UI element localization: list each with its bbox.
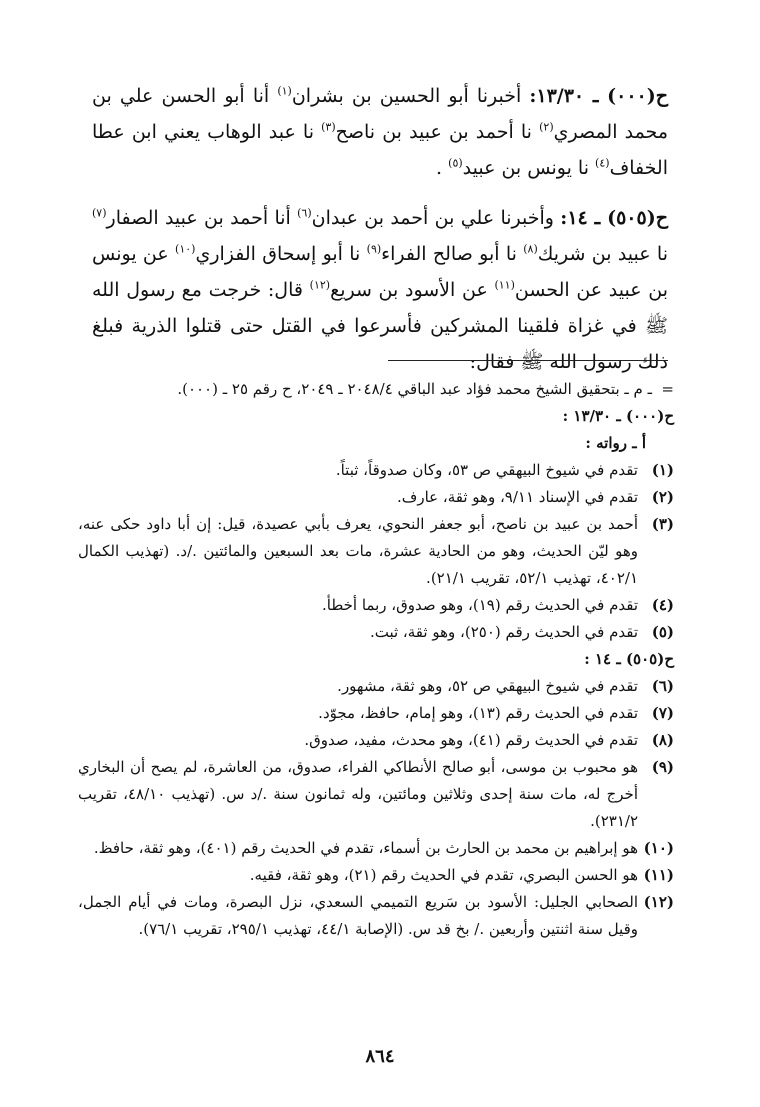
footnote-number: (٦)	[651, 677, 674, 695]
footnote-item	[78, 727, 674, 754]
footnote-ref[interactable]: (١٠)	[175, 242, 196, 256]
footnote-text: تقدم في الحديث رقم (١٣)، وهو إمام، حافظ، مجوّد.	[318, 704, 638, 722]
text-segment: أنا أبو الحسن علي بن محمد المصري	[92, 85, 668, 143]
text-segment: عن يونس بن عبيد عن الحسن	[92, 243, 668, 301]
footnote-text: هو إبراهيم بن محمد بن الحارث بن أسماء، تقدم في الحديث رقم (٤٠١)، وهو ثقة، حافظ.	[93, 839, 638, 857]
page-number: ٨٦٤	[365, 1046, 395, 1067]
footnote-text: تقدم في الحديث رقم (١٩)، وهو صدوق، ربما أخطأ.	[322, 596, 638, 614]
footnote-ref[interactable]: (٤)	[595, 156, 610, 170]
footnote-number: (١٠)	[643, 839, 674, 857]
footnote-item	[78, 619, 674, 646]
footnote-number: (١١)	[643, 866, 674, 884]
footnote-ref[interactable]: (٥)	[448, 156, 463, 170]
footnotes	[78, 376, 674, 943]
main-text	[92, 78, 668, 394]
footnote-item	[78, 511, 674, 592]
text-segment: نا أحمد بن عبيد بن ناصح	[335, 121, 540, 143]
footnote-ref[interactable]: (٨)	[523, 242, 538, 256]
footnote-item	[78, 835, 674, 862]
paragraph-2-body	[92, 207, 668, 373]
footnote-number: (١)	[651, 461, 674, 479]
footnote-ref[interactable]: (١)	[277, 84, 292, 98]
footnote-ref[interactable]: (٩)	[366, 242, 382, 256]
footnote-text: تقدم في شيوخ البيهقي ص ٥٢، وهو ثقة، مشهور.	[337, 677, 638, 695]
footnote-ref[interactable]: (٢)	[539, 120, 554, 134]
footnote-text: تقدم في الإسناد ٩/١١، وهو ثقة، عارف.	[397, 488, 638, 506]
continuation-text: ـ م ـ بتحقيق الشيخ محمد فؤاد عبد الباقي ٢٠٤٨/٤ ـ ٢٠٤٩، ح رقم ٢٥ ـ (٠٠٠).	[177, 380, 652, 398]
footnote-item	[78, 673, 674, 700]
footnote-number: (٧)	[651, 704, 674, 722]
text-segment: نا أبو صالح الفراء	[381, 243, 524, 265]
text-segment: نا أبو إسحاق الفزاري	[195, 243, 367, 265]
text-segment: أنا أحمد بن عبيد الصفار	[106, 207, 298, 229]
footnote-text: الصحابي الجليل: الأسود بن سَريع التميمي السعدي، نزل البصرة، ومات في أيام الجمل، وقيل سنة اثنتين وأربعين ./ بخ قد س. (الإصابة ٤٤/١، تهذيب ٢٩٥/١، تقريب ٧٦/١).	[78, 893, 638, 938]
footnote-text: هو الحسن البصري، تقدم في الحديث رقم (٢١)، وهو ثقة، فقيه.	[249, 866, 638, 884]
text-segment: نا يونس بن عبيد	[462, 157, 596, 179]
text-segment: قال: خرجت مع رسول الله ﷺ في غزاة فلقينا المشركين فأسرعوا في القتل حتى قتلوا الذرية فبلغ ذلك رسول الله ﷺ فقال:	[92, 279, 668, 373]
footnote-number: (٥)	[651, 623, 674, 641]
footnote-item	[78, 754, 674, 835]
footnote-divider	[388, 360, 668, 361]
footnote-item	[78, 592, 674, 619]
hadith-paragraph-1	[92, 78, 668, 186]
footnote-text: أحمد بن عبيد بن ناصح، أبو جعفر النحوي، يعرف بأبي عصيدة، قيل: إن أبا داود حكى عنه، وهو ليّن الحديث، وهو من الحادية عشرة، مات بعد السبعين والمائتين ./د. (تهذيب الكمال ٤٠٢/١، تهذيب ٥٢/١، تقريب ٢١/١).	[78, 515, 638, 587]
footnote-number: (٢)	[651, 488, 674, 506]
footnote-item	[78, 862, 674, 889]
footnote-section-heading: ح(٥٠٥) ـ ١٤ :	[584, 650, 674, 668]
footnote-subheading: أ ـ رواته :	[585, 434, 646, 452]
text-segment: .	[436, 157, 449, 179]
footnote-text: تقدم في الحديث رقم (٢٥٠)، وهو ثقة، ثبت.	[369, 623, 638, 641]
text-segment: نا عبد الوهاب يعني ابن عطا الخفاف	[92, 121, 668, 179]
footnote-number: (٤)	[651, 596, 674, 614]
footnote-ref[interactable]: (١٢)	[309, 278, 331, 292]
footnote-item	[78, 889, 674, 943]
footnote-section-heading: ح(٠٠٠) ـ ١٣/٣٠ :	[562, 407, 674, 425]
footnote-item	[78, 457, 674, 484]
text-segment: أخبرنا أبو الحسين بن بشران	[291, 85, 530, 107]
footnote-number: (١٢)	[643, 893, 674, 911]
footnote-ref[interactable]: (١١)	[494, 278, 515, 292]
footnote-item	[78, 484, 674, 511]
text-segment: نا عبيد بن شريك	[537, 243, 668, 265]
continuation-mark: =	[661, 380, 674, 398]
text-segment: وأخبرنا علي بن أحمد بن عبدان	[311, 207, 561, 229]
footnote-number: (٩)	[651, 758, 674, 776]
hadith-paragraph-2	[92, 200, 668, 380]
footnote-ref[interactable]: (٦)	[297, 206, 312, 220]
text-segment: عن الأسود بن سريع	[330, 279, 495, 301]
footnote-item	[78, 700, 674, 727]
footnote-text: تقدم في الحديث رقم (٤١)، وهو محدث، مفيد، صدوق.	[304, 731, 638, 749]
footnote-text: تقدم في شيوخ البيهقي ص ٥٣، وكان صدوقاً، ثبتاً.	[335, 461, 638, 479]
footnote-ref[interactable]: (٣)	[321, 120, 336, 134]
footnote-number: (٨)	[651, 731, 674, 749]
footnote-text: هو محبوب بن موسى، أبو صالح الأنطاكي الفراء، صدوق، من العاشرة، لم يصح أن البخاري أخرج له، مات سنة إحدى وثلاثين ومائتين، وله ثمانون سنة ./د س. (تهذيب ٤٨/١٠، تقريب ٢٣١/٢).	[78, 758, 638, 830]
footnote-number: (٣)	[651, 515, 674, 533]
footnote-continuation	[78, 376, 674, 403]
hadith-number-2: ح(٥٠٥) ـ ١٤:	[560, 207, 668, 229]
hadith-number-1: ح(٠٠٠) ـ ١٣/٣٠:	[529, 85, 668, 107]
footnote-ref[interactable]: (٧)	[92, 206, 107, 220]
